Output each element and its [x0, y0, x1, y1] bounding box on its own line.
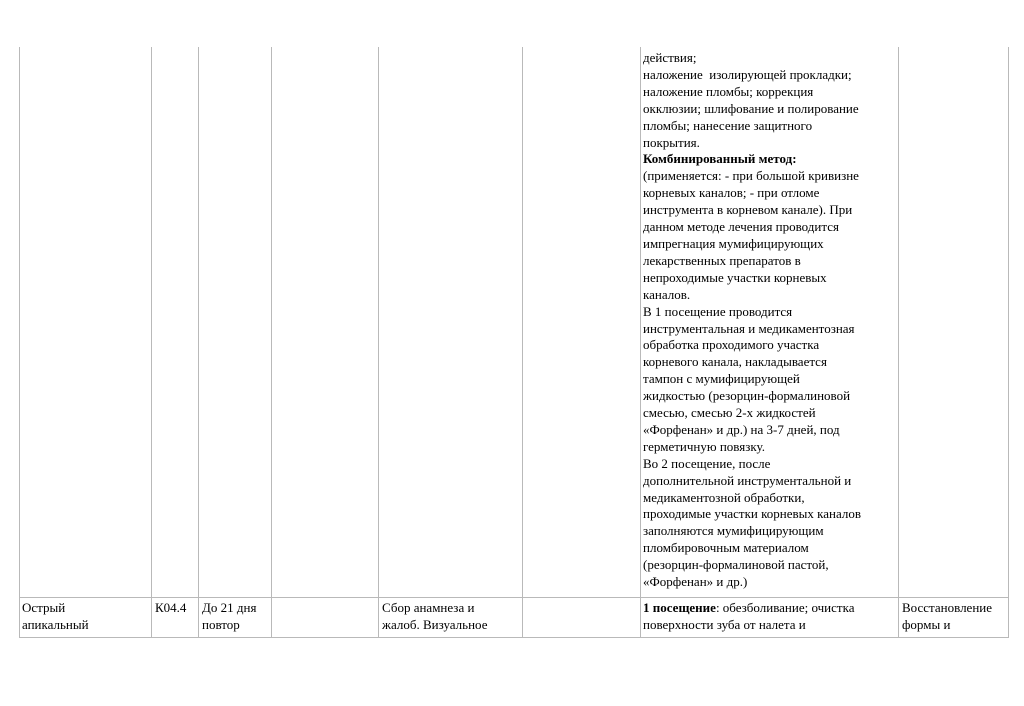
text-line: покрытия.	[643, 134, 700, 150]
text-fragment: : обезболивание; очистка	[715, 600, 855, 615]
text-line: жидкостью (резорцин-формалиновой	[643, 388, 851, 404]
text-line: корневого канала, накладывается	[643, 354, 827, 370]
table-column-divider	[198, 47, 199, 638]
text-line: «Форфенан» и др.) на 3-7 дней, под	[643, 421, 840, 437]
text-line: «Форфенан» и др.)	[643, 574, 748, 590]
treatment-continuation-cell	[643, 50, 861, 591]
text-line: формы и	[902, 616, 951, 632]
text-line: (резорцин-формалиновой пастой,	[643, 557, 829, 573]
text-line: Сбор анамнеза и	[382, 600, 475, 615]
text-line: действия;	[643, 50, 697, 65]
text-line: апикальный	[22, 616, 89, 632]
text-line: герметичную повязку.	[643, 438, 765, 454]
text-line: инструмента в корневом канале). При	[643, 202, 853, 218]
table-column-divider	[378, 47, 379, 638]
text-line: каналов.	[643, 286, 691, 302]
text-line: Во 2 посещение, после	[643, 455, 771, 471]
text-line: пломбы; нанесение защитного	[643, 117, 813, 133]
diagnosis-cell	[22, 600, 89, 634]
text-line: обработка проходимого участка	[643, 337, 820, 353]
method-heading: Комбинированный метод:	[643, 151, 797, 167]
text-line: Восстановление	[902, 600, 993, 615]
outcome-cell	[902, 600, 992, 634]
text-line: данном методе лечения проводится	[643, 219, 839, 235]
text-line: пломбировочным материалом	[643, 540, 809, 556]
visit-label: 1 посещение	[643, 600, 716, 615]
text-line: корневых каналов; - при отломе	[643, 185, 820, 201]
duration-cell	[202, 600, 256, 634]
table-column-divider	[522, 47, 523, 638]
table-border-left	[19, 47, 20, 638]
text-line: поверхности зуба от налета и	[643, 616, 806, 632]
treatment-cell	[643, 600, 854, 634]
text-line: инструментальная и медикаментозная	[643, 320, 855, 336]
table-column-divider	[151, 47, 152, 638]
text-line: непроходимые участки корневых	[643, 269, 827, 285]
text-line: лекарственных препаратов в	[643, 252, 801, 268]
text-line: Острый	[22, 600, 66, 615]
text-line: дополнительной инструментальной и	[643, 472, 852, 488]
text-line: В 1 посещение проводится	[643, 303, 793, 319]
text-line: окклюзии; шлифование и полирование	[643, 100, 859, 116]
text-line: импрегнация мумифицирующих	[643, 235, 824, 251]
text-line: К04.4	[155, 600, 187, 615]
text-line: проходимые участки корневых каналов	[643, 506, 861, 522]
text-line	[643, 600, 854, 617]
text-line: медикаментозной обработки,	[643, 489, 805, 505]
table-border-bottom	[19, 637, 1008, 638]
table-column-divider	[640, 47, 641, 638]
icd-code-cell	[155, 600, 186, 617]
text-line: смесью, смесью 2-х жидкостей	[643, 405, 816, 421]
text-line: заполняются мумифицирующим	[643, 523, 824, 539]
text-line: (применяется: - при большой кривизне	[643, 168, 859, 184]
text-line: тампон с мумифицирующей	[643, 371, 800, 387]
table-column-divider	[271, 47, 272, 638]
table-column-divider	[898, 47, 899, 638]
examination-cell	[382, 600, 487, 634]
text-line: наложение пломбы; коррекция	[643, 83, 814, 99]
text-line: До 21 дня	[202, 600, 257, 615]
text-line: жалоб. Визуальное	[382, 616, 488, 632]
text-line: повтор	[202, 616, 240, 632]
table-row-divider	[19, 597, 1008, 598]
table-border-right	[1008, 47, 1009, 638]
text-line: наложение изолирующей прокладки;	[643, 66, 852, 82]
